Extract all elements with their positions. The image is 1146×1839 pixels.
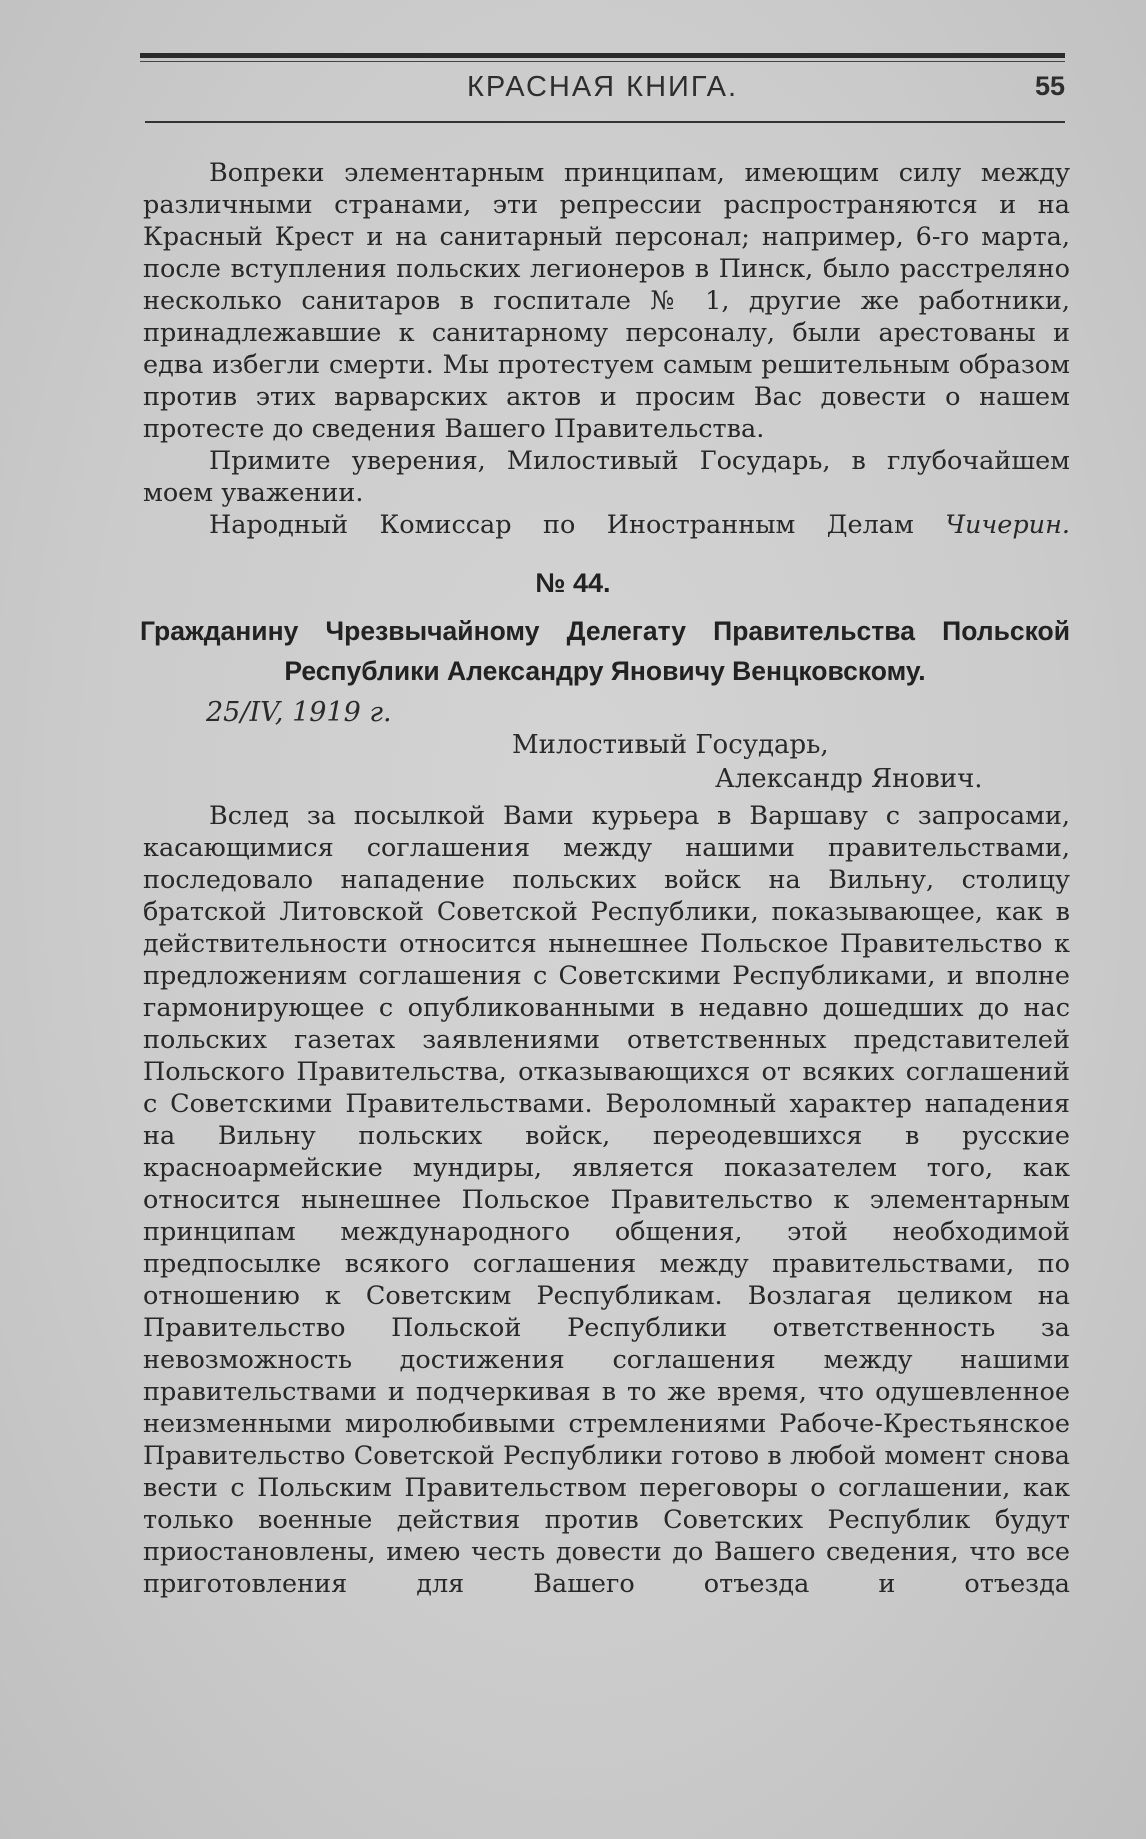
letter-body xyxy=(143,800,1070,1600)
heading-line-1: Гражданину Чрезвычайному Делегату Правительства Польской xyxy=(140,616,1070,646)
running-head xyxy=(140,71,1065,111)
heading-line-2: Республики Александру Яновичу Венцковскому. xyxy=(284,656,926,686)
letter-paragraph: Вслед за посылкой Вами курьера в Варшаву с запросами, касающимися соглашения между нашими правительствами, последовало нападение польских войск на Вильну, столицу братской Литовской Советской Республики, показывающее, как в действительности относится нынешнее Польское Правительство к предложениям соглашения с Советскими Республиками, и вполне гармонирующее с опубликованными в недавно дошедших до нас польских газетах заявлениями ответственных представителей Польского Правительства, отказывающихся от всяких соглашений с Советскими Правительствами. Вероломный характер нападения на Вильну польских войск, переодевшихся в русские красноармейские мундиры, является показателем того, как относится нынешнее Польское Правительство к элементарным принципам международного общения, этой необходимой предпосылке всякого соглашения между правительствами, по отношению к Советским Республикам. Возлагая целиком на Правительство Польской Республики ответственность за невозможность достижения соглашения между нашими правительствами и подчеркивая в то же время, что одушевленное неизменными миролюбивыми стремлениями Рабоче-Крестьянское Правительство Советской Республики готово в любой момент снова вести с Польским Правительством переговоры о соглашении, как только военные действия против Советских Республик будут приостановлены, имею честь довести до Вашего сведения, что все приготовления для Вашего отъезда и отъезда xyxy=(143,801,1070,1599)
running-title: КРАСНАЯ КНИГА. xyxy=(466,71,739,103)
signature-name: Чичерин. xyxy=(945,510,1070,540)
page-number: 55 xyxy=(1034,71,1065,101)
salutation-line-2: Александр Янович. xyxy=(715,764,983,794)
signature-line xyxy=(143,509,1070,541)
signature-text: Народный Комиссар по Иностранным Делам xyxy=(209,510,914,540)
paragraph-protest: Вопреки элементарным принципам, имеющим силу между различными странами, эти репрессии распространяются и на Красный Крест и на санитарный персонал; например, 6-го марта, после вступления польских легионеров в Пинск, было расстреляно несколько санитаров в госпитале № 1, другие же работники, принадлежавшие к санитарному персоналу, были арестованы и едва избегли смерти. Мы протестуем самым решительным образом против этих варварских актов и просим Вас довести о нашем протесте до сведения Вашего Правительства. xyxy=(143,158,1070,444)
header-rule-bottom xyxy=(145,121,1065,123)
letter-date: 25/IV, 1919 г. xyxy=(206,697,392,728)
header-rule-thick xyxy=(140,53,1065,58)
paragraph-closing: Примите уверения, Милостивый Государь, в глубочайшем моем уважении. xyxy=(143,446,1070,508)
document-heading xyxy=(140,611,1070,691)
top-text-block xyxy=(143,157,1070,541)
salutation-line-1: Милостивый Государь, xyxy=(512,730,829,760)
salutation xyxy=(512,728,983,796)
header-rule-thin xyxy=(140,61,1065,62)
document-number: № 44. xyxy=(535,568,611,598)
